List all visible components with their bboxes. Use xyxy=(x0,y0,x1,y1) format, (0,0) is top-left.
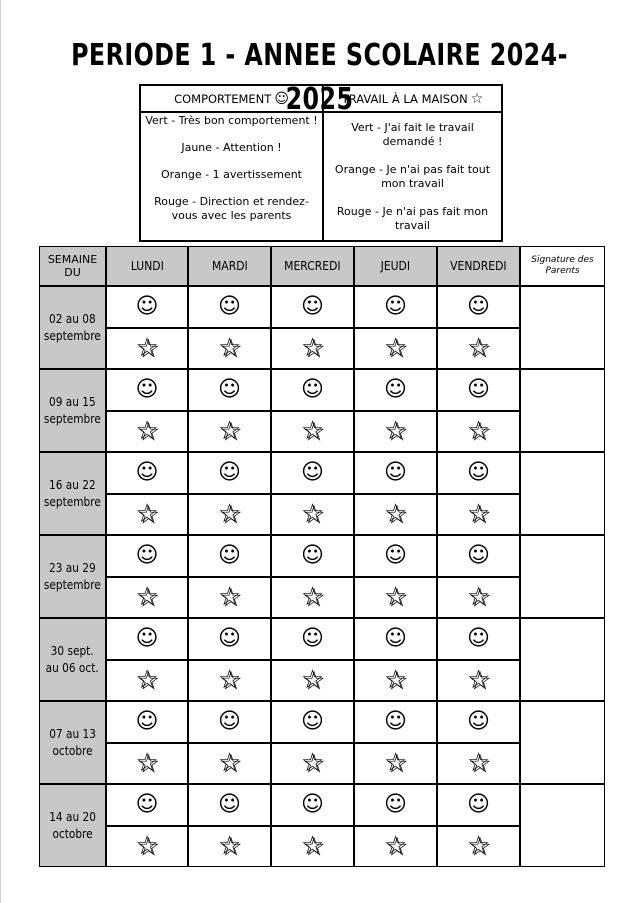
homework-cell[interactable] xyxy=(271,826,354,868)
parent-signature-cell[interactable] xyxy=(520,701,605,784)
smiley-icon: ☺ xyxy=(384,542,407,568)
smiley-icon: ☺ xyxy=(135,376,159,402)
smiley-icon: ☺ xyxy=(274,90,289,107)
star-icon: ☆ xyxy=(383,416,408,447)
behavior-cell[interactable] xyxy=(271,784,354,826)
homework-cell[interactable] xyxy=(354,826,437,868)
week-label-cell xyxy=(39,369,106,452)
legend-behavior xyxy=(141,86,324,240)
behavior-cell[interactable] xyxy=(188,286,271,328)
day-header-label: LUNDI xyxy=(130,259,164,273)
smiley-icon: ☺ xyxy=(218,376,241,402)
week-label: 30 sept. au 06 oct. xyxy=(45,643,100,675)
legend-behavior-heading xyxy=(141,86,322,113)
homework-cell[interactable] xyxy=(437,328,520,370)
day-header-lundi xyxy=(106,246,188,286)
smiley-icon: ☺ xyxy=(135,791,159,817)
day-header-label: MERCREDI xyxy=(284,259,341,273)
behavior-cell[interactable] xyxy=(106,535,188,577)
homework-cell[interactable] xyxy=(437,577,520,619)
behavior-cell[interactable] xyxy=(106,784,188,826)
smiley-icon: ☺ xyxy=(218,708,241,734)
behavior-cell[interactable] xyxy=(271,535,354,577)
smiley-icon: ☺ xyxy=(384,708,407,734)
star-icon: ☆ xyxy=(217,831,242,862)
homework-cell[interactable] xyxy=(437,494,520,536)
behavior-cell[interactable] xyxy=(271,701,354,743)
homework-cell[interactable] xyxy=(271,328,354,370)
homework-cell[interactable] xyxy=(188,743,271,785)
legend-homework-items xyxy=(324,113,501,233)
smiley-icon: ☺ xyxy=(218,542,241,568)
homework-cell[interactable] xyxy=(437,411,520,453)
smiley-icon: ☺ xyxy=(301,376,324,402)
behavior-cell[interactable] xyxy=(271,452,354,494)
smiley-icon: ☺ xyxy=(218,791,241,817)
homework-cell[interactable] xyxy=(354,328,437,370)
legend-behavior-item: Rouge - Direction et rendez-vous avec les parents xyxy=(154,195,309,222)
star-icon: ☆ xyxy=(135,582,159,613)
homework-cell[interactable] xyxy=(437,826,520,868)
behavior-cell[interactable] xyxy=(437,535,520,577)
smiley-icon: ☺ xyxy=(135,708,159,734)
behavior-cell[interactable] xyxy=(437,701,520,743)
smiley-icon: ☺ xyxy=(384,791,407,817)
legend-behavior-item: Jaune - Attention ! xyxy=(181,141,282,154)
parent-signature-cell[interactable] xyxy=(520,784,605,867)
legend-homework-heading-text: TRAVAIL À LA MAISON xyxy=(341,91,468,106)
smiley-icon: ☺ xyxy=(467,708,490,734)
day-header-vendredi xyxy=(437,246,520,286)
signature-column-header-label: Signature des Parents xyxy=(531,255,594,276)
legend-behavior-item: Vert - Très bon comportement ! xyxy=(145,114,318,127)
behavior-cell[interactable] xyxy=(354,784,437,826)
homework-cell[interactable] xyxy=(271,411,354,453)
homework-cell[interactable] xyxy=(271,743,354,785)
star-icon: ☆ xyxy=(466,831,491,862)
signature-column-header xyxy=(520,246,605,286)
smiley-icon: ☺ xyxy=(384,459,407,485)
homework-cell[interactable] xyxy=(106,743,188,785)
behavior-cell[interactable] xyxy=(188,369,271,411)
behavior-cell[interactable] xyxy=(188,535,271,577)
behavior-cell[interactable] xyxy=(354,286,437,328)
legend-homework xyxy=(324,86,501,240)
smiley-icon: ☺ xyxy=(301,293,324,319)
homework-cell[interactable] xyxy=(106,660,188,702)
star-icon: ☆ xyxy=(135,333,159,364)
behavior-cell[interactable] xyxy=(106,369,188,411)
smiley-icon: ☺ xyxy=(218,459,241,485)
star-icon: ☆ xyxy=(466,748,491,779)
homework-cell[interactable] xyxy=(271,577,354,619)
star-icon: ☆ xyxy=(466,416,491,447)
behavior-cell[interactable] xyxy=(354,369,437,411)
smiley-icon: ☺ xyxy=(135,459,159,485)
star-icon: ☆ xyxy=(466,582,491,613)
star-icon: ☆ xyxy=(135,831,159,862)
parent-signature-cell[interactable] xyxy=(520,535,605,618)
week-label-cell xyxy=(39,784,106,867)
star-icon: ☆ xyxy=(300,748,325,779)
week-label: 09 au 15 septembre xyxy=(44,394,101,426)
star-icon: ☆ xyxy=(383,582,408,613)
behavior-cell[interactable] xyxy=(106,618,188,660)
star-icon: ☆ xyxy=(300,499,325,530)
behavior-cell[interactable] xyxy=(188,784,271,826)
homework-cell[interactable] xyxy=(106,826,188,868)
homework-cell[interactable] xyxy=(271,494,354,536)
star-icon: ☆ xyxy=(217,582,242,613)
homework-cell[interactable] xyxy=(354,743,437,785)
behavior-cell[interactable] xyxy=(437,369,520,411)
homework-cell[interactable] xyxy=(106,328,188,370)
legend-behavior-item: Orange - 1 avertissement xyxy=(160,168,302,181)
star-icon: ☆ xyxy=(135,665,159,696)
legend-box xyxy=(139,84,503,242)
smiley-icon: ☺ xyxy=(218,293,241,319)
day-header-mardi xyxy=(188,246,271,286)
behavior-cell[interactable] xyxy=(271,286,354,328)
day-header-jeudi xyxy=(354,246,437,286)
homework-cell[interactable] xyxy=(437,660,520,702)
day-header-mercredi xyxy=(271,246,354,286)
week-column-header-label: SEMAINE DU xyxy=(47,253,98,279)
smiley-icon: ☺ xyxy=(301,708,324,734)
weekly-planner-table xyxy=(39,246,605,866)
week-label: 23 au 29 septembre xyxy=(44,560,101,592)
star-icon: ☆ xyxy=(300,416,325,447)
smiley-icon: ☺ xyxy=(467,791,490,817)
star-icon: ☆ xyxy=(466,333,491,364)
homework-cell[interactable] xyxy=(271,660,354,702)
behavior-cell[interactable] xyxy=(106,701,188,743)
smiley-icon: ☺ xyxy=(301,791,324,817)
smiley-icon: ☺ xyxy=(135,625,159,651)
homework-cell[interactable] xyxy=(354,577,437,619)
week-label: 02 au 08 septembre xyxy=(44,311,101,343)
behavior-cell[interactable] xyxy=(354,618,437,660)
star-icon: ☆ xyxy=(383,831,408,862)
week-label-cell xyxy=(39,701,106,784)
homework-cell[interactable] xyxy=(106,494,188,536)
smiley-icon: ☺ xyxy=(467,542,490,568)
week-label-cell xyxy=(39,286,106,369)
day-header-label: JEUDI xyxy=(380,259,411,273)
star-icon: ☆ xyxy=(217,499,242,530)
star-icon: ☆ xyxy=(383,748,408,779)
week-column-header xyxy=(39,246,106,286)
homework-cell[interactable] xyxy=(188,411,271,453)
parent-signature-cell[interactable] xyxy=(520,286,605,369)
smiley-icon: ☺ xyxy=(467,293,490,319)
behavior-cell[interactable] xyxy=(271,618,354,660)
behavior-cell[interactable] xyxy=(106,452,188,494)
smiley-icon: ☺ xyxy=(384,293,407,319)
week-label: 07 au 13 octobre xyxy=(49,726,96,758)
homework-cell[interactable] xyxy=(188,577,271,619)
legend-behavior-heading-text: COMPORTEMENT xyxy=(174,91,272,106)
star-icon: ☆ xyxy=(217,665,242,696)
homework-cell[interactable] xyxy=(354,411,437,453)
behavior-cell[interactable] xyxy=(188,452,271,494)
star-icon: ☆ xyxy=(135,416,159,447)
smiley-icon: ☺ xyxy=(218,625,241,651)
smiley-icon: ☺ xyxy=(301,542,324,568)
behavior-cell[interactable] xyxy=(437,452,520,494)
star-icon: ☆ xyxy=(300,582,325,613)
page-title: PERIODE 1 - ANNEE SCOLAIRE 2024-2025 xyxy=(71,38,568,117)
parent-signature-cell[interactable] xyxy=(520,452,605,535)
behavior-cell[interactable] xyxy=(188,618,271,660)
star-icon: ☆ xyxy=(217,333,242,364)
star-icon: ☆ xyxy=(217,748,242,779)
star-icon: ☆ xyxy=(217,416,242,447)
smiley-icon: ☺ xyxy=(135,542,159,568)
homework-cell[interactable] xyxy=(354,660,437,702)
homework-cell[interactable] xyxy=(106,577,188,619)
behavior-cell[interactable] xyxy=(437,618,520,660)
smiley-icon: ☺ xyxy=(467,625,490,651)
smiley-icon: ☺ xyxy=(301,625,324,651)
behavior-cell[interactable] xyxy=(437,286,520,328)
legend-homework-item: Orange - Je n'ai pas fait tout mon travail xyxy=(334,163,491,190)
homework-cell[interactable] xyxy=(188,328,271,370)
star-icon: ☆ xyxy=(135,748,159,779)
week-label-cell xyxy=(39,618,106,701)
homework-cell[interactable] xyxy=(354,494,437,536)
week-label-cell xyxy=(39,452,106,535)
homework-cell[interactable] xyxy=(188,826,271,868)
star-icon: ☆ xyxy=(383,499,408,530)
star-icon: ☆ xyxy=(300,333,325,364)
star-icon: ☆ xyxy=(300,665,325,696)
behavior-cell[interactable] xyxy=(354,701,437,743)
star-icon: ☆ xyxy=(300,831,325,862)
behavior-cell[interactable] xyxy=(188,701,271,743)
smiley-icon: ☺ xyxy=(467,376,490,402)
day-header-label: MARDI xyxy=(211,259,248,273)
behavior-cell[interactable] xyxy=(106,286,188,328)
star-icon: ☆ xyxy=(466,665,491,696)
behavior-cell[interactable] xyxy=(437,784,520,826)
homework-cell[interactable] xyxy=(437,743,520,785)
week-label: 14 au 20 octobre xyxy=(49,809,96,841)
star-icon: ☆ xyxy=(383,333,408,364)
star-icon: ☆ xyxy=(383,665,408,696)
parent-signature-cell[interactable] xyxy=(520,369,605,452)
smiley-icon: ☺ xyxy=(467,459,490,485)
week-label-cell xyxy=(39,535,106,618)
behavior-cell[interactable] xyxy=(271,369,354,411)
smiley-icon: ☺ xyxy=(301,459,324,485)
star-icon: ☆ xyxy=(466,499,491,530)
smiley-icon: ☺ xyxy=(135,293,159,319)
parent-signature-cell[interactable] xyxy=(520,618,605,701)
smiley-icon: ☺ xyxy=(384,376,407,402)
legend-behavior-items xyxy=(141,113,322,223)
smiley-icon: ☺ xyxy=(384,625,407,651)
homework-cell[interactable] xyxy=(188,660,271,702)
week-label: 16 au 22 septembre xyxy=(44,477,101,509)
homework-cell[interactable] xyxy=(188,494,271,536)
homework-cell[interactable] xyxy=(106,411,188,453)
legend-homework-item: Vert - J'ai fait le travail demandé ! xyxy=(351,121,474,148)
star-icon: ☆ xyxy=(470,90,484,107)
page-edge xyxy=(0,0,1,903)
legend-homework-heading xyxy=(324,86,501,113)
behavior-cell[interactable] xyxy=(354,452,437,494)
day-header-label: VENDREDI xyxy=(450,259,507,273)
legend-homework-item: Rouge - Je n'ai pas fait mon travail xyxy=(336,205,489,232)
behavior-cell[interactable] xyxy=(354,535,437,577)
star-icon: ☆ xyxy=(135,499,159,530)
